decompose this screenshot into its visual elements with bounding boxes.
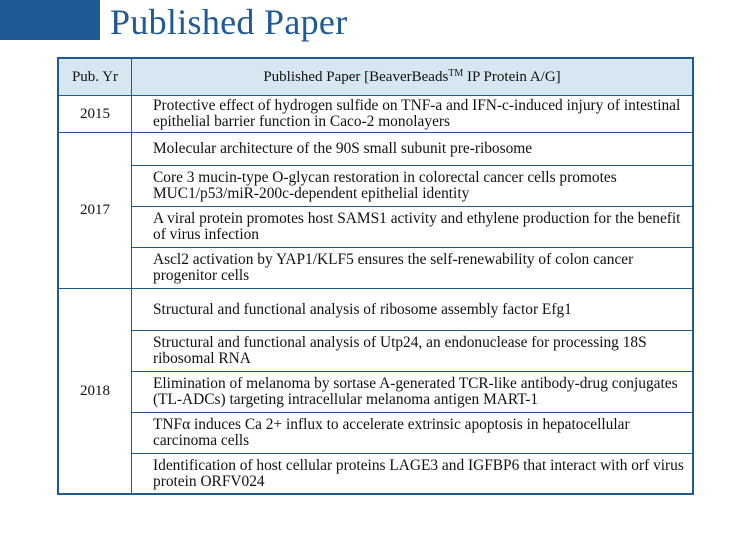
table-row xyxy=(59,166,693,207)
paper-title: Structural and functional analysis of Utp24, an endonuclease for processing 18S ribosomal RNA xyxy=(132,331,693,372)
table-row xyxy=(59,331,693,372)
paper-header-suffix: IP Protein A/G] xyxy=(463,69,561,85)
table-row xyxy=(59,372,693,413)
year-column-header: Pub. Yr xyxy=(59,59,132,96)
trademark-mark: TM xyxy=(448,68,464,79)
paper-title: Identification of host cellular proteins LAGE3 and IGFBP6 that interact with orf virus protein ORFV024 xyxy=(132,454,693,494)
paper-title: Elimination of melanoma by sortase A-generated TCR-like antibody-drug conjugates (TL-ADCs) targeting intracellular melanoma antigen MART-1 xyxy=(132,372,693,413)
year-cell: 2015 xyxy=(59,96,132,133)
paper-title: Protective effect of hydrogen sulfide on TNF-a and IFN-c-induced injury of intestinal epithelial barrier function in Caco-2 monolayers xyxy=(132,96,693,133)
table-row xyxy=(59,248,693,289)
paper-title: TNFα induces Ca 2+ influx to accelerate extrinsic apoptosis in hepatocellular carcinoma cells xyxy=(132,413,693,454)
title-accent-bar xyxy=(0,0,100,40)
table-row xyxy=(59,96,693,133)
table-row xyxy=(59,207,693,248)
table-header-row xyxy=(59,59,693,96)
page-title: Published Paper xyxy=(110,2,348,42)
publications-table xyxy=(57,57,694,495)
paper-column-header xyxy=(132,59,693,96)
year-cell: 2018 xyxy=(59,289,132,494)
year-cell: 2017 xyxy=(59,133,132,289)
table-row xyxy=(59,133,693,166)
table-row xyxy=(59,413,693,454)
table-row xyxy=(59,289,693,331)
paper-title: Ascl2 activation by YAP1/KLF5 ensures the self-renewability of colon cancer progenitor cells xyxy=(132,248,693,289)
paper-title: Molecular architecture of the 90S small subunit pre-ribosome xyxy=(132,133,693,166)
paper-header-prefix: Published Paper [BeaverBeads xyxy=(263,69,449,85)
paper-title: Structural and functional analysis of ribosome assembly factor Efg1 xyxy=(132,289,693,331)
paper-title: A viral protein promotes host SAMS1 activity and ethylene production for the benefit of virus infection xyxy=(132,207,693,248)
paper-title: Core 3 mucin-type O-glycan restoration in colorectal cancer cells promotes MUC1/p53/miR-200c-dependent epithelial identity xyxy=(132,166,693,207)
table-row xyxy=(59,454,693,494)
